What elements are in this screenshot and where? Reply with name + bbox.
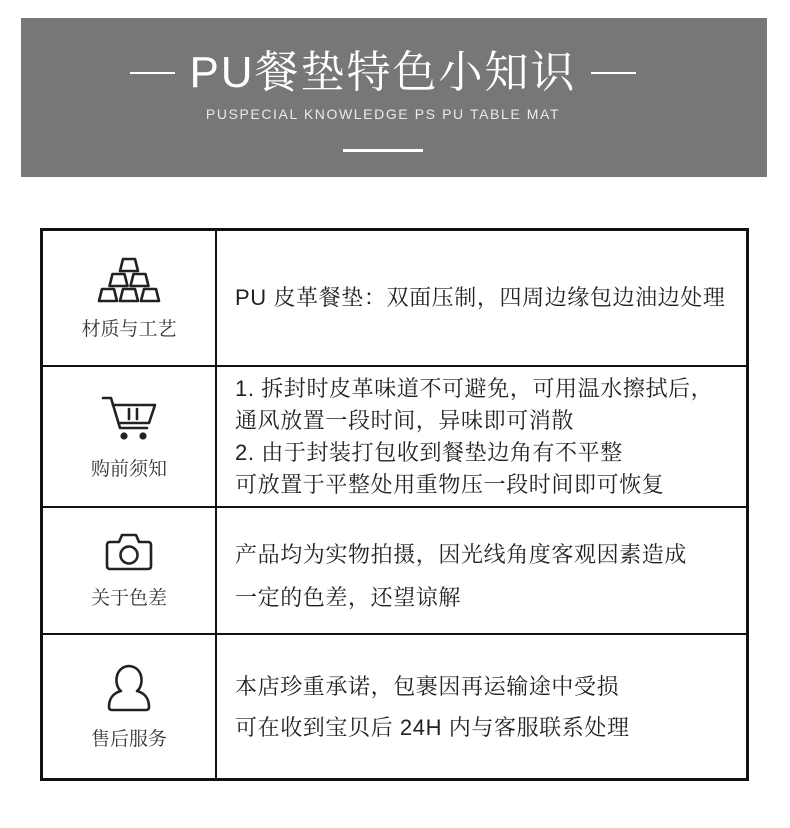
row-header-cell: [43, 635, 217, 778]
title-dash-left: [130, 72, 175, 74]
header-banner: [21, 18, 767, 177]
page-subtitle: PUSPECIAL KNOWLEDGE PS PU TABLE MAT: [205, 106, 561, 122]
row-label: 关于色差: [90, 587, 167, 609]
content-line: 可在收到宝贝后 24H 内与客服联系处理: [235, 714, 630, 740]
row-label: 购前须知: [90, 458, 167, 480]
shopping-cart-icon: [100, 393, 158, 443]
camera-icon: [104, 532, 154, 572]
row-content-cell: [217, 367, 746, 506]
row-label: 售后服务: [90, 728, 167, 750]
gold-bars-icon: [97, 255, 161, 303]
content-line: 1. 拆封时皮革味道不可避免，可用温水擦拭后，: [235, 375, 714, 401]
table-row-notice: [43, 365, 746, 506]
row-content-cell: [217, 508, 746, 633]
table-row-material: [43, 231, 746, 365]
table-row-color-difference: [43, 506, 746, 633]
content-line: 可放置于平整处用重物压一段时间即可恢复: [235, 471, 665, 497]
row-label: 材质与工艺: [81, 319, 177, 340]
row-header-cell: [43, 508, 217, 633]
row-content-cell: [217, 231, 746, 365]
content-line: 通风放置一段时间，异味即可消散: [235, 407, 575, 433]
table-row-after-sales: [43, 633, 746, 778]
row-content-cell: [217, 635, 746, 778]
page-title: PU餐垫特色小知识: [189, 48, 577, 97]
content-line: 2. 由于封装打包收到餐垫边角有不平整: [235, 439, 623, 465]
banner-content: [21, 18, 745, 177]
content-line: PU 皮革餐垫：双面压制，四周边缘包边油边处理: [235, 285, 726, 310]
title-underline: [343, 149, 423, 152]
content-line: 产品均为实物拍摄，因光线角度客观因素造成: [235, 541, 688, 567]
content-line: 一定的色差，还望谅解: [235, 584, 462, 610]
row-header-cell: [43, 231, 217, 365]
content-line: 本店珍重承诺，包裹因再运输途中受损: [235, 673, 620, 699]
info-table: [40, 228, 749, 781]
title-row: [21, 47, 745, 99]
row-header-cell: [43, 367, 217, 506]
person-icon: [106, 663, 152, 713]
title-dash-right: [591, 72, 636, 74]
